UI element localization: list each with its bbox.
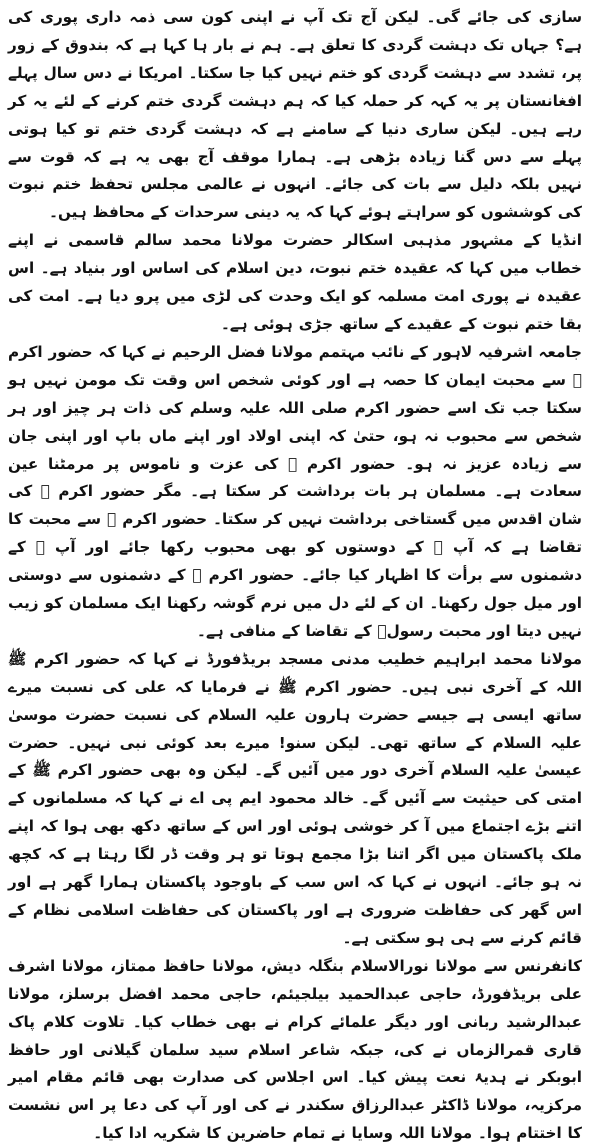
paragraph-fazl-ur-rahim: جامعہ اشرفیہ لاہور کے نائب مہتمم مولانا فضل الرحیم نے کہا کہ حضور اکرم ﷺ سے محبت ایمان کا حصہ ہے اور کوئی شخص اس وقت تک مومن نہیں ہو سکتا جب تک اسے حضور اکرم صلی اللہ علیہ وسلم کی ذات ہر چیز اور ہر شخص سے محبوب نہ ہو، حتیٰ کہ اپنی اولاد اور اپنے ماں باپ اور اپنی جان سے زیادہ عزیز نہ ہو۔ حضور اکرم ﷺ کی عزت و ناموس پر مرمٹنا عین سعادت ہے۔ مسلمان ہر بات برداشت کر سکتا ہے۔ مگر حضور اکرم ﷺ کی شان اقدس میں گستاخی برداشت نہیں کر سکتا۔ حضور اکرم ﷺ سے محبت کا تقاضا ہے کہ آپ ﷺ کے دوستوں کو بھی محبوب رکھا جائے اور آپ ﷺ کے دشمنوں سے برأت کا اظہار کیا جائے۔ حضور اکرم ﷺ کے دشمنوں سے دوستی اور میل جول رکھنا۔ ان کے لئے دل میں نرم گوشہ رکھنا ایک مسلمان کو زیب نہیں دیتا اور محبت رسولؐ کے تقاضا کے منافی ہے۔ <box>8 342 582 640</box>
paragraph-conference-speakers: کانفرنس سے مولانا نورالاسلام بنگلہ دیش، مولانا حافظ ممتاز، مولانا اشرف علی بریڈفورڈ، حاجی عبدالحمید بیلجیئم، حاجی محمد افضل برسلز، مولانا عبدالرشید ربانی اور دیگر علمائے کرام نے بھی خطاب کیا۔ تلاوت کلام پاک قاری قمرالزماں نے کی، جبکہ شاعر اسلام سید سلمان گیلانی اور حافظ ابوبکر نے ہدیۂ نعت پیش کیا۔ اس اجلاس کی صدارت بھی قائم مقام امیر مرکزیہ، مولانا ڈاکٹر عبدالرزاق سکندر نے کی اور آپ کی دعا پر اس نشست کا اختتام ہوا۔ مولانا اللہ وسایا نے تمام حاضرین کا شکریہ ادا کیا۔ <box>8 956 582 1143</box>
paragraph-terrorism-statement: سازی کی جائے گی۔ لیکن آج تک آپ نے اپنی کون سی ذمہ داری پوری کی ہے؟ جہاں تک دہشت گردی کا تعلق ہے۔ ہم نے بار ہا کہا ہے کہ بندوق کے زور پر، تشدد سے دہشت گردی کو ختم نہیں کیا جا سکتا۔ امریکا نے دس سال پہلے افغانستان پر یہ کہہ کر حملہ کیا کہ ہم دہشت گردی ختم کرنے کے لئے یہ کر رہے ہیں۔ لیکن ساری دنیا کے سامنے ہے کہ دہشت گردی ختم تو کیا ہوتی پہلے سے دس گنا زیادہ بڑھی ہے۔ ہمارا موقف آج بھی یہ ہے کہ قوت سے نہیں بلکہ دلیل سے بات کی جائے۔ انہوں نے عالمی مجلس تحفظ ختم نبوت کی کوششوں کو سراہتے ہوئے کہا کہ یہ دینی سرحدات کے محافظ ہیں۔ <box>8 8 582 222</box>
paragraph-ibrahim-khateeb: مولانا محمد ابراہیم خطیب مدنی مسجد بریڈفورڈ نے کہا کہ حضور اکرم ﷺ اللہ کے آخری نبی ہیں۔ حضور اکرم ﷺ نے فرمایا کہ علی کی نسبت میرے ساتھ ایسی ہے جیسے حضرت ہارون علیہ السلام کی نسبت حضرت موسیٰ علیہ السلام کے ساتھ تھی۔ لیکن سنو! میرے بعد کوئی نبی نہیں۔ حضرت عیسیٰ علیہ السلام آخری دور میں آئیں گے۔ لیکن وہ بھی حضور اکرم ﷺ کے امتی کی حیثیت سے آئیں گے۔ خالد محمود ایم پی اے نے کہا کہ مسلمانوں کے اتنے بڑے اجتماع میں آ کر خوشی ہوئی اور اس کے ساتھ دکھ بھی ہوا کہ اپنے ملک پاکستان میں اگر اتنا بڑا مجمع ہوتا تو ہر وقت ڈر لگا رہتا ہے کہ کچھ نہ ہو جائے۔ انہوں نے کہا کہ اس سب کے باوجود پاکستان ہمارا گھر ہے اور اس گھر کی حفاظت ضروری ہے اور پاکستان کی حفاظت اسلامی نظام کے قائم کرنے سے ہی ہو سکتی ہے۔ <box>8 649 582 947</box>
paragraph-salim-qasmi: انڈیا کے مشہور مذہبی اسکالر حضرت مولانا محمد سالم قاسمی نے اپنے خطاب میں کہا کہ عقیدہ ختم نبوت، دین اسلام کی اساس اور بنیاد ہے۔ اس عقیدہ نے پوری امت مسلمہ کو ایک وحدت کی لڑی میں پرو دیا ہے۔ امت کی بقا ختم نبوت کے عقیدے کے ساتھ جڑی ہوئی ہے۔ <box>8 231 582 333</box>
